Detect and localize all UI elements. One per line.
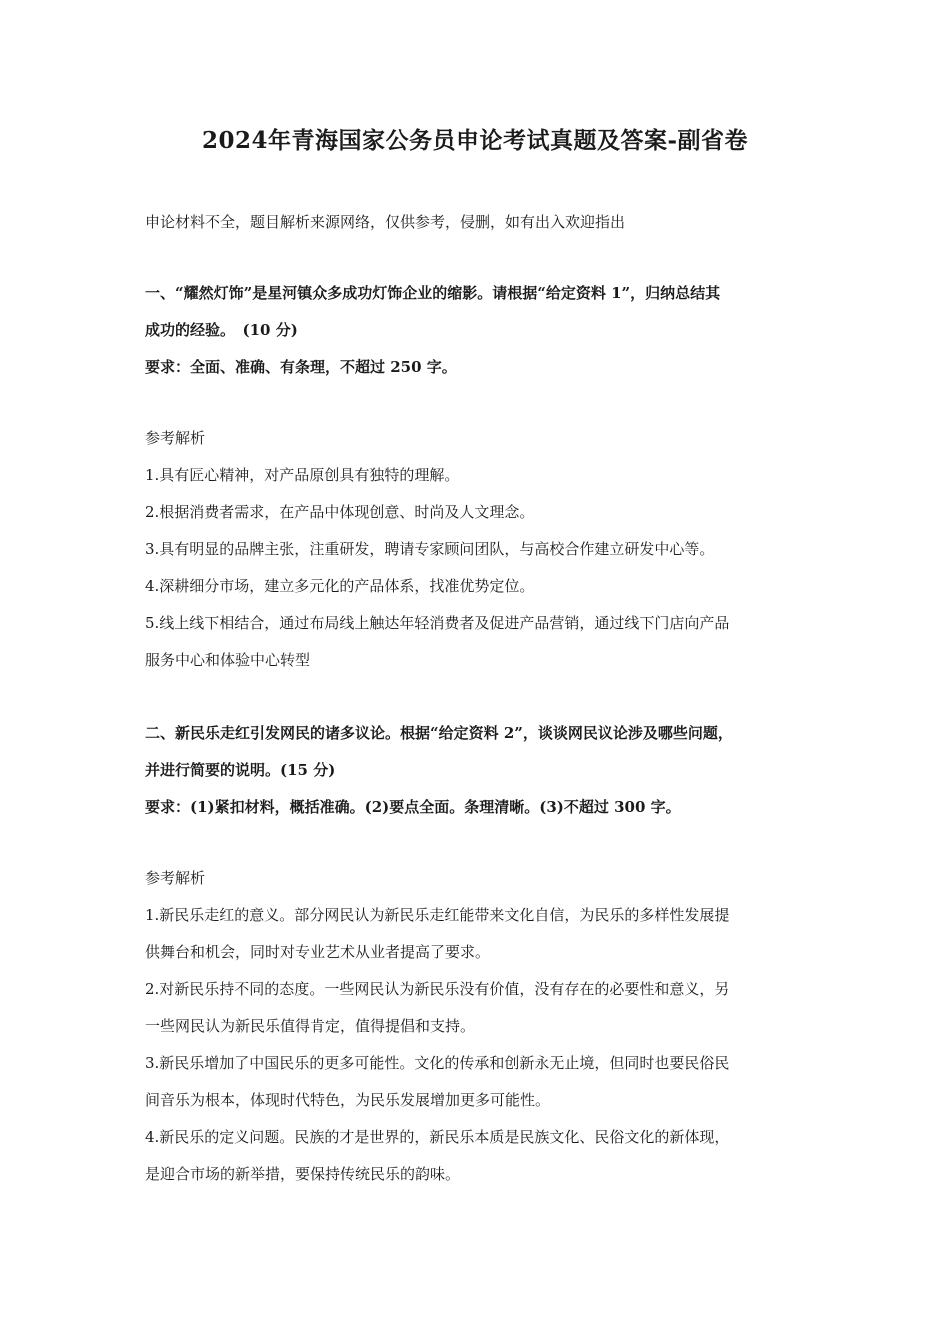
question-2-answer-line: 2.对新民乐持不同的态度。一些网民认为新民乐没有价值，没有存在的必要性和意义，另 bbox=[145, 980, 730, 998]
question-1-line-2: 成功的经验。 (10 分) bbox=[145, 321, 298, 339]
question-2-answer-line: 供舞台和机会，同时对专业艺术从业者提高了要求。 bbox=[145, 943, 491, 961]
question-1-answer-line: 2.根据消费者需求，在产品中体现创意、时尚及人文理念。 bbox=[145, 503, 535, 521]
question-2-line-2: 并进行简要的说明。(15 分) bbox=[145, 761, 336, 779]
question-2-answer-line: 是迎合市场的新举措，要保持传统民乐的韵味。 bbox=[145, 1165, 461, 1183]
spacer bbox=[145, 826, 813, 860]
question-2-answer-line: 4.新民乐的定义问题。民族的才是世界的，新民乐本质是民族文化、民俗文化的新体现， bbox=[145, 1128, 730, 1146]
question-1-answer-line: 服务中心和体验中心转型 bbox=[145, 651, 311, 669]
question-1-analysis-label: 参考解析 bbox=[145, 429, 206, 447]
question-1-answer-line: 3.具有明显的品牌主张，注重研发，聘请专家顾问团队，与高校合作建立研发中心等。 bbox=[145, 540, 715, 558]
document-title: 2024年青海国家公务员申论考试真题及答案-副省卷 bbox=[201, 127, 749, 154]
spacer bbox=[145, 241, 813, 275]
question-2-analysis-label: 参考解析 bbox=[145, 869, 206, 887]
question-1-line-1: 一、“耀然灯饰”是星河镇众多成功灯饰企业的缩影。请根据“给定资料 1”，归纳总结其 bbox=[145, 284, 721, 302]
question-2-requirement: 要求：(1)紧扣材料，概括准确。(2)要点全面。条理清晰。(3)不超过 300 字。 bbox=[145, 798, 681, 816]
question-2-answer-line: 一些网民认为新民乐值得肯定，值得提倡和支持。 bbox=[145, 1017, 476, 1035]
question-2-answer-line: 3.新民乐增加了中国民乐的更多可能性。文化的传承和创新永无止境，但同时也要民俗民 bbox=[145, 1054, 730, 1072]
spacer bbox=[145, 386, 813, 420]
spacer bbox=[145, 679, 813, 715]
document-body bbox=[145, 204, 813, 1193]
question-2-line-1: 二、新民乐走红引发网民的诸多议论。根据“给定资料 2”，谈谈网民议论涉及哪些问题， bbox=[145, 724, 733, 742]
question-1-answer-line: 5.线上线下相结合，通过布局线上触达年轻消费者及促进产品营销，通过线下门店向产品 bbox=[145, 614, 730, 632]
question-1-answer-line: 1.具有匠心精神，对产品原创具有独特的理解。 bbox=[145, 466, 460, 484]
question-1-answer-line: 4.深耕细分市场，建立多元化的产品体系，找准优势定位。 bbox=[145, 577, 535, 595]
intro-note: 申论材料不全，题目解析来源网络，仅供参考，侵删，如有出入欢迎指出 bbox=[145, 213, 626, 231]
question-2-answer-line: 间音乐为根本，体现时代特色，为民乐发展增加更多可能性。 bbox=[145, 1091, 551, 1109]
question-2-answer-line: 1.新民乐走红的意义。部分网民认为新民乐走红能带来文化自信，为民乐的多样性发展提 bbox=[145, 906, 730, 924]
question-1-requirement: 要求：全面、准确、有条理，不超过 250 字。 bbox=[145, 358, 457, 376]
